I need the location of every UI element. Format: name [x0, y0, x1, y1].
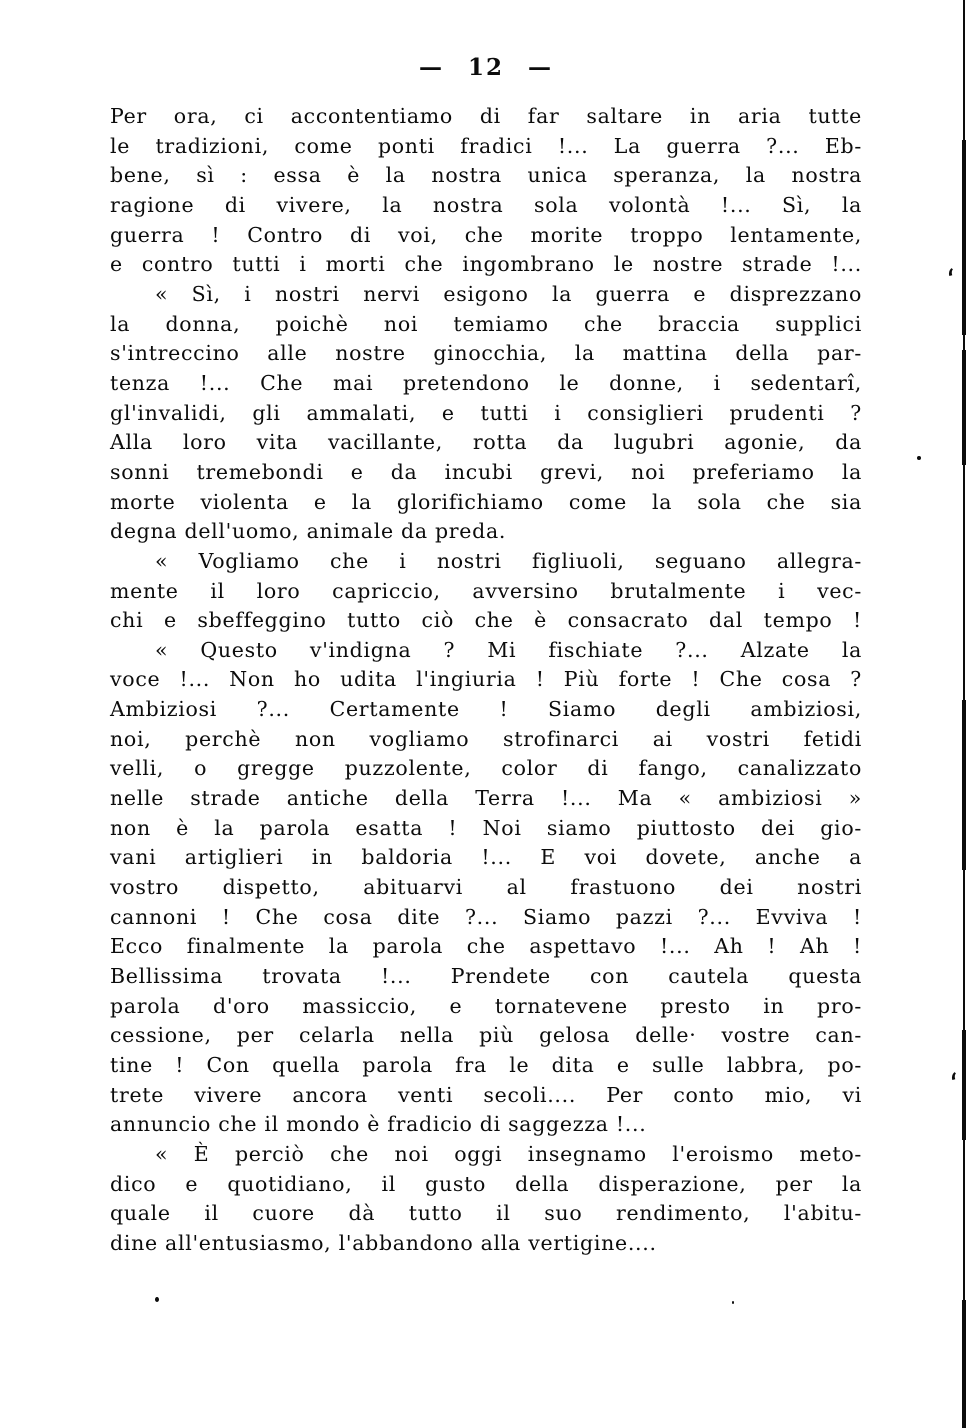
scan-artifact-line-segment [962, 700, 966, 870]
text-line: Alla loro vita vacillante, rotta da lugubri agonie, da [110, 430, 862, 455]
text-line: s'intreccino alle nostre ginocchia, la mattina della par- [110, 341, 862, 366]
text-line: noi, perchè non vogliamo strofinarci ai vostri fetidi [110, 726, 862, 751]
text-line: « Sì, i nostri nervi esigono la guerra e disprezzano [155, 281, 862, 306]
text-line: gl'invalidi, gli ammalati, e tutti i consiglieri prudenti ? [110, 400, 862, 425]
text-line: ragione di vivere, la nostra sola volontà !... Sì, la [110, 192, 862, 217]
text-line: vani artiglieri in baldoria !... E voi dovete, anche a [110, 845, 862, 870]
text-line: « È perciò che noi oggi insegnamo l'eroismo meto- [155, 1141, 862, 1166]
text-line: vostro dispetto, abituarvi al frastuono dei nostri [110, 875, 862, 900]
text-line: non è la parola esatta ! Noi siamo piuttosto dei gio- [110, 815, 862, 840]
text-line: « Questo v'indigna ? Mi fischiate ?... Alzate la [155, 637, 862, 662]
text-line: Per ora, ci accontentiamo di far saltare in aria tutte [110, 104, 862, 128]
text-line: tenza !... Che mai pretendono le donne, i sedentarî, [110, 370, 862, 395]
text-line: Ambiziosi ?... Certamente ! Siamo degli ambiziosi, [110, 697, 862, 722]
scan-artifact-ink-mark: , [944, 265, 959, 293]
scan-artifact-line-segment [962, 350, 966, 465]
text-line: dine all'entusiasmo, l'abbandono alla vertigine.... [110, 1230, 657, 1255]
text-line: « Vogliamo che i nostri figliuoli, seguano allegra- [155, 548, 862, 573]
text-line: morte violenta e la glorifichiamo come la sola che sia [110, 489, 862, 514]
scan-artifact-ink-mark: , [947, 1069, 962, 1097]
text-line: velli, o gregge puzzolente, color di fango, canalizzato [110, 756, 862, 781]
scan-artifact-line-segment [962, 1030, 966, 1140]
text-line: guerra ! Contro di voi, che morite troppo lentamente, [110, 222, 862, 247]
text-line: Ecco finalmente la parola che aspettavo !... Ah ! Ah ! [110, 934, 862, 959]
text-line: annuncio che il mondo è fradicio di saggezza !... [110, 1112, 647, 1137]
text-line: e contro tutti i morti che ingombrano le nostre strade !... [110, 252, 862, 277]
text-line: nelle strade antiche della Terra !... Ma « ambiziosi » [110, 786, 862, 811]
text-line: dico e quotidiano, il gusto della disperazione, per la [110, 1171, 862, 1196]
scan-artifact-line-segment [962, 1300, 966, 1428]
text-line: le tradizioni, come ponti fradici !... La guerra ?... Eb- [110, 133, 862, 158]
page-number-heading: — 12 — [418, 54, 554, 81]
body-text-block [110, 102, 862, 1259]
text-line: cessione, per celarla nella più gelosa delle· vostre can- [110, 1023, 862, 1048]
scan-artifact-speck [155, 1297, 159, 1302]
text-line: la donna, poichè noi temiamo che braccia supplici [110, 311, 862, 336]
scan-artifact-line-segment [962, 140, 966, 335]
text-line: cannoni ! Che cosa dite ?... Siamo pazzi ?... Evviva ! [110, 904, 862, 929]
text-line: Bellissima trovata !... Prendete con cautela questa [110, 964, 862, 989]
text-line: sonni tremebondi e da incubi grevi, noi preferiamo la [110, 459, 862, 484]
text-line: tine ! Con quella parola fra le dita e sulle labbra, po- [110, 1053, 862, 1077]
text-line: bene, sì : essa è la nostra unica speranza, la nostra [110, 163, 862, 188]
text-line: mente il loro capriccio, avversino brutalmente i vec- [110, 578, 862, 603]
scan-artifact-speck [732, 1301, 734, 1304]
text-line: chi e sbeffeggino tutto ciò che è consacrato dal tempo ! [110, 608, 862, 633]
text-line: parola d'oro massiccio, e tornatevene presto in pro- [110, 993, 862, 1018]
scan-artifact-speck [917, 456, 921, 460]
text-line: trete vivere ancora venti secoli.... Per conto mio, vi [110, 1082, 862, 1107]
text-line: voce !... Non ho udita l'ingiuria ! Più forte ! Che cosa ? [110, 667, 862, 692]
text-line: quale il cuore dà tutto il suo rendimento, l'abitu- [110, 1201, 862, 1226]
text-line: degna dell'uomo, animale da preda. [110, 519, 507, 544]
